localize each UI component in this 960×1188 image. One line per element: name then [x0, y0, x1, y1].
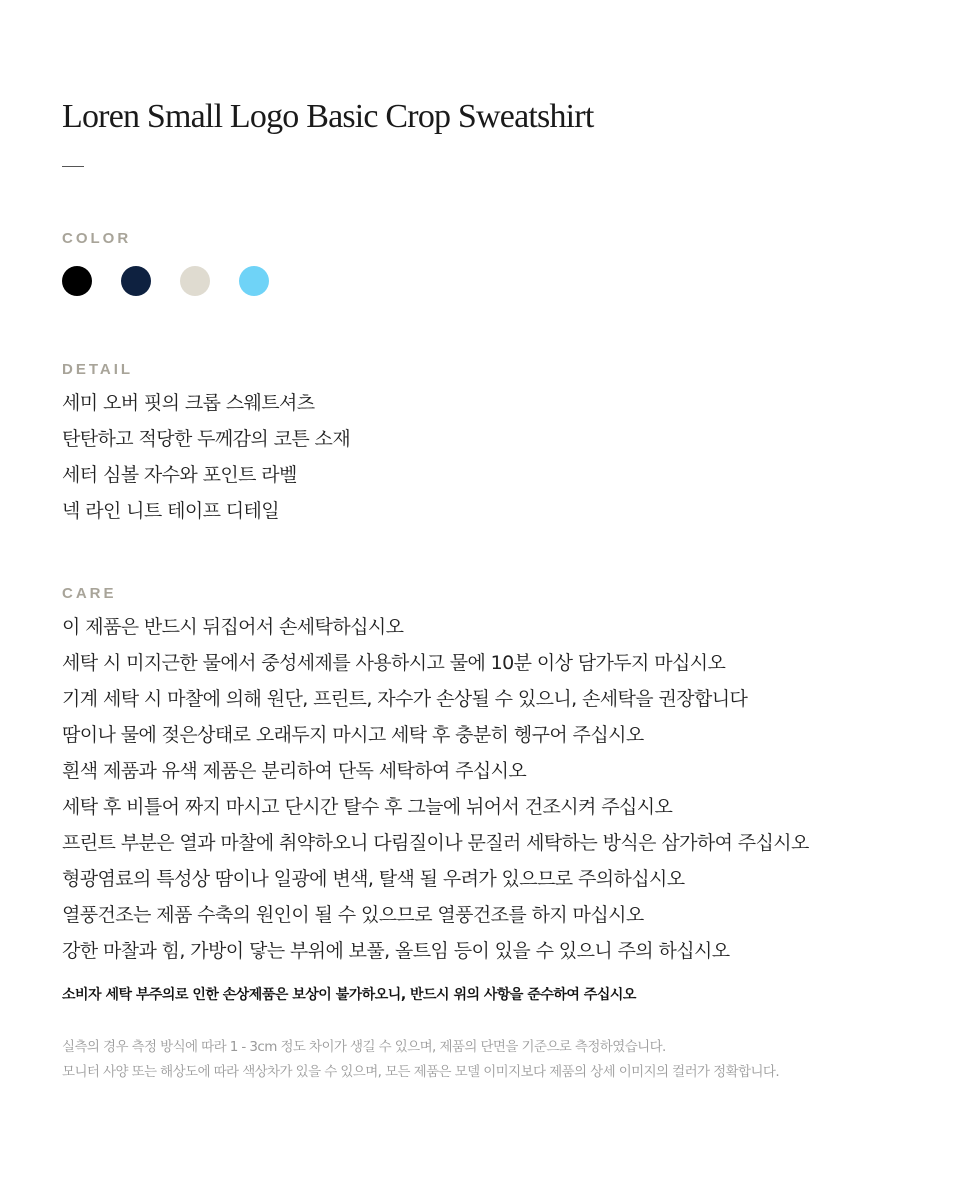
color-swatch-beige[interactable] [180, 266, 210, 296]
note-line: 실측의 경우 측정 방식에 따라 1 - 3cm 정도 차이가 생길 수 있으며, 제품의 단면을 기준으로 측정하였습니다. [62, 1039, 666, 1055]
product-title: Loren Small Logo Basic Crop Sweatshirt [62, 98, 594, 135]
detail-line: 세미 오버 핏의 크롭 스웨트셔츠 [62, 392, 315, 414]
color-swatch-black[interactable] [62, 266, 92, 296]
care-line: 세탁 후 비틀어 짜지 마시고 단시간 탈수 후 그늘에 뉘어서 건조시켜 주십시오 [62, 796, 673, 818]
detail-list [62, 385, 350, 529]
care-line: 강한 마찰과 힘, 가방이 닿는 부위에 보풀, 올트임 등이 있을 수 있으니 주의 하십시오 [62, 940, 730, 962]
care-line: 세탁 시 미지근한 물에서 중성세제를 사용하시고 물에 10분 이상 담가두지 마십시오 [62, 652, 726, 674]
care-section-label: CARE [62, 585, 117, 602]
detail-line: 탄탄하고 적당한 두께감의 코튼 소재 [62, 428, 351, 450]
care-line: 흰색 제품과 유색 제품은 분리하여 단독 세탁하여 주십시오 [62, 760, 527, 782]
measurement-notes [62, 1035, 779, 1085]
color-swatch-sky-blue[interactable] [239, 266, 269, 296]
care-line: 이 제품은 반드시 뒤집어서 손세탁하십시오 [62, 616, 404, 638]
note-line: 모니터 사양 또는 해상도에 따라 색상차가 있을 수 있으며, 모든 제품은 모델 이미지보다 제품의 상세 이미지의 컬러가 정확합니다. [62, 1064, 780, 1080]
detail-section-label: DETAIL [62, 361, 134, 378]
care-warning: 소비자 세탁 부주의로 인한 손상제품은 보상이 불가하오니, 반드시 위의 사항을 준수하여 주십시오 [62, 987, 636, 1003]
care-line: 기계 세탁 시 마찰에 의해 원단, 프린트, 자수가 손상될 수 있으니, 손세탁을 권장합니다 [62, 688, 748, 710]
color-swatch-navy[interactable] [121, 266, 151, 296]
care-line: 형광염료의 특성상 땀이나 일광에 변색, 탈색 될 우려가 있으므로 주의하십시오 [62, 868, 685, 890]
care-line: 땀이나 물에 젖은상태로 오래두지 마시고 세탁 후 충분히 헹구어 주십시오 [62, 724, 644, 746]
color-section-label: COLOR [62, 230, 132, 247]
care-list [62, 609, 809, 969]
color-swatch-list [62, 266, 269, 296]
detail-line: 넥 라인 니트 테이프 디테일 [62, 500, 280, 522]
care-line: 프린트 부분은 열과 마찰에 취약하오니 다림질이나 문질러 세탁하는 방식은 삼가하여 주십시오 [62, 832, 809, 854]
title-divider [62, 166, 84, 167]
care-line: 열풍건조는 제품 수축의 원인이 될 수 있으므로 열풍건조를 하지 마십시오 [62, 904, 644, 926]
detail-line: 세터 심볼 자수와 포인트 라벨 [62, 464, 297, 486]
